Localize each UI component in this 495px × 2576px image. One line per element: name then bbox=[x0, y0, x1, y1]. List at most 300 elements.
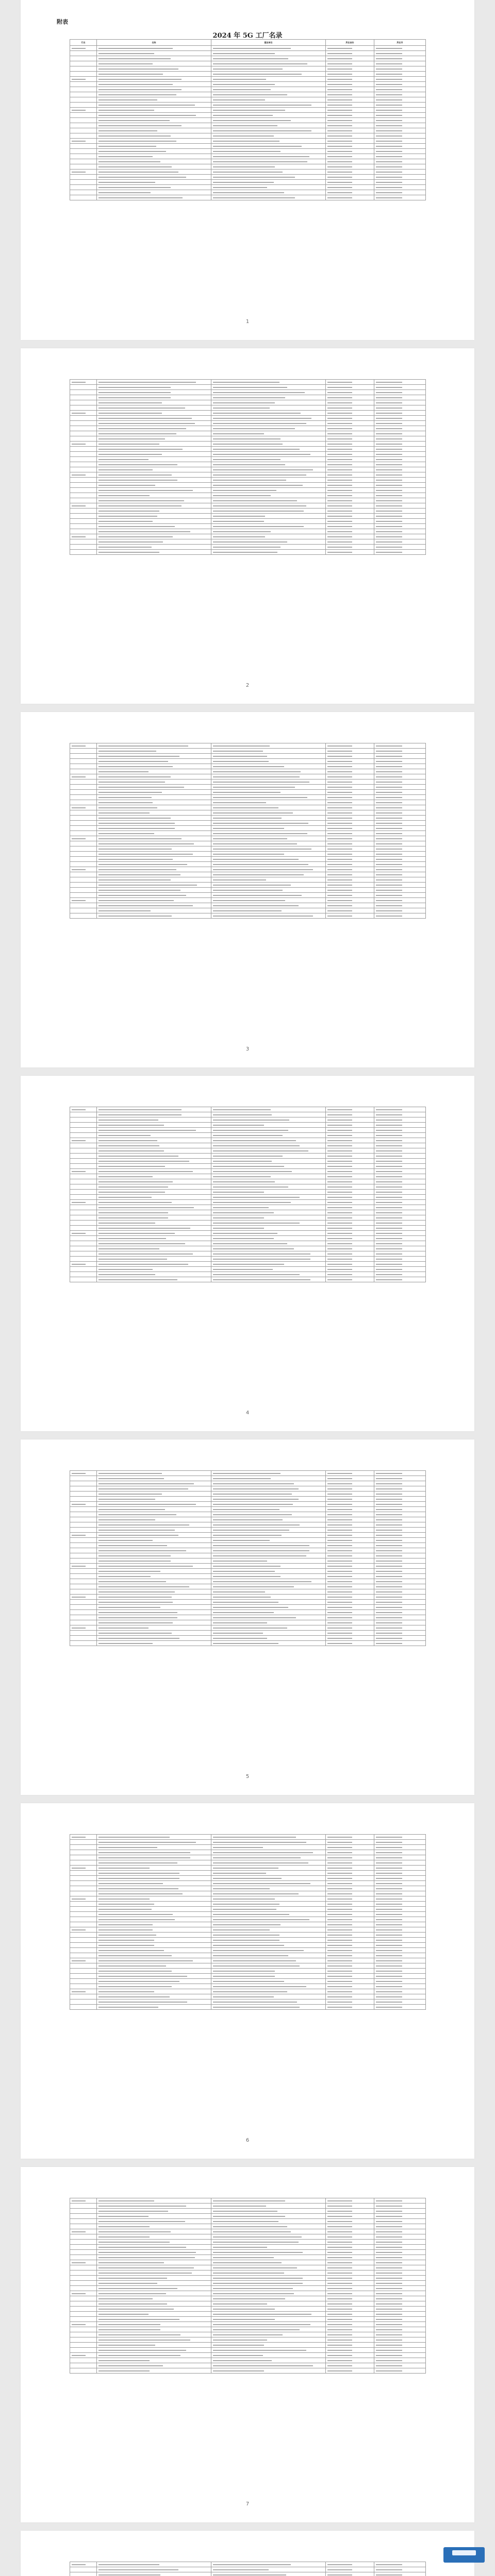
factory-list-table bbox=[70, 1834, 426, 2010]
illegible-text-line bbox=[376, 1873, 402, 1874]
table-row bbox=[70, 1979, 426, 1984]
illegible-text-line bbox=[213, 787, 295, 788]
illegible-text-line bbox=[213, 1981, 284, 1982]
illegible-text-line bbox=[72, 2564, 86, 2565]
table-row bbox=[70, 1579, 426, 1584]
table-row bbox=[70, 539, 426, 545]
illegible-text-line bbox=[327, 1243, 352, 1244]
illegible-text-line bbox=[98, 2355, 180, 2356]
illegible-text-line bbox=[376, 854, 402, 855]
illegible-text-line bbox=[376, 1996, 402, 1997]
illegible-text-line bbox=[327, 1269, 352, 1270]
illegible-text-line bbox=[98, 1217, 168, 1218]
illegible-text-line bbox=[98, 807, 157, 808]
illegible-text-line bbox=[98, 2340, 190, 2341]
illegible-text-line bbox=[72, 1233, 86, 1234]
illegible-text-line bbox=[327, 1192, 352, 1193]
illegible-text-line bbox=[327, 552, 352, 553]
table-row bbox=[70, 831, 426, 836]
illegible-text-line bbox=[327, 1986, 352, 1987]
table-row bbox=[70, 1845, 426, 1850]
illegible-text-line bbox=[213, 1535, 282, 1536]
illegible-text-line bbox=[376, 1279, 402, 1280]
table-row bbox=[70, 1631, 426, 1636]
illegible-text-line bbox=[213, 1904, 279, 1905]
table-row bbox=[70, 2567, 426, 2572]
illegible-text-line bbox=[327, 2002, 352, 2003]
illegible-text-line bbox=[327, 1955, 352, 1956]
illegible-text-line bbox=[376, 53, 402, 54]
illegible-text-line bbox=[98, 1919, 175, 1920]
illegible-text-line bbox=[213, 141, 279, 142]
factory-list-table bbox=[70, 743, 426, 919]
table-row bbox=[70, 457, 426, 462]
illegible-text-line bbox=[213, 2257, 274, 2258]
illegible-text-line bbox=[98, 135, 171, 137]
illegible-text-line bbox=[376, 1960, 402, 1961]
table-row bbox=[70, 1471, 426, 1476]
illegible-text-line bbox=[98, 1852, 190, 1853]
illegible-text-line bbox=[213, 1540, 270, 1541]
illegible-text-line bbox=[376, 1145, 402, 1146]
table-row bbox=[70, 1600, 426, 1605]
table-row bbox=[70, 1871, 426, 1876]
table-row bbox=[70, 908, 426, 913]
illegible-text-line bbox=[98, 756, 179, 757]
illegible-text-line bbox=[213, 505, 306, 506]
illegible-text-line bbox=[213, 516, 265, 517]
illegible-text-line bbox=[72, 869, 86, 870]
table-row bbox=[70, 2562, 426, 2567]
table-row bbox=[70, 1533, 426, 1538]
illegible-text-line bbox=[327, 1914, 352, 1915]
illegible-text-line bbox=[376, 115, 402, 116]
illegible-text-line bbox=[327, 1561, 352, 1562]
illegible-text-line bbox=[376, 2288, 402, 2289]
illegible-text-line bbox=[213, 500, 297, 501]
illegible-text-line bbox=[327, 418, 352, 419]
illegible-text-line bbox=[98, 2298, 153, 2299]
illegible-text-line bbox=[327, 2226, 352, 2227]
illegible-text-line bbox=[376, 547, 402, 548]
illegible-text-line bbox=[327, 480, 352, 481]
illegible-text-line bbox=[213, 1212, 274, 1213]
illegible-text-line bbox=[98, 838, 182, 839]
table-row bbox=[70, 390, 426, 395]
illegible-text-line bbox=[98, 1586, 189, 1587]
illegible-text-line bbox=[213, 1264, 284, 1265]
table-row bbox=[70, 2327, 426, 2332]
illegible-text-line bbox=[213, 408, 270, 409]
illegible-text-line bbox=[376, 1176, 402, 1177]
illegible-text-line bbox=[213, 1914, 289, 1915]
illegible-text-line bbox=[376, 2252, 402, 2253]
illegible-text-line bbox=[213, 2355, 263, 2356]
table-row bbox=[70, 1190, 426, 1195]
table-row bbox=[70, 1835, 426, 1840]
illegible-text-line bbox=[376, 444, 402, 445]
illegible-text-line bbox=[213, 2221, 278, 2222]
table-row bbox=[70, 190, 426, 195]
illegible-text-line bbox=[98, 751, 156, 752]
table-row bbox=[70, 1246, 426, 1251]
table-row bbox=[70, 452, 426, 457]
table-row bbox=[70, 2353, 426, 2358]
table-row bbox=[70, 1860, 426, 1866]
illegible-text-line bbox=[327, 869, 352, 870]
illegible-text-line bbox=[213, 1950, 304, 1951]
illegible-text-line bbox=[98, 1535, 178, 1536]
table-row bbox=[70, 472, 426, 478]
table-row bbox=[70, 1133, 426, 1138]
table-row bbox=[70, 913, 426, 919]
illegible-text-line bbox=[98, 1269, 153, 1270]
illegible-text-line bbox=[327, 2314, 352, 2315]
illegible-text-line bbox=[327, 2211, 352, 2212]
illegible-text-line bbox=[98, 1279, 177, 1280]
illegible-text-line bbox=[376, 1207, 402, 1208]
illegible-text-line bbox=[213, 833, 307, 834]
illegible-text-line bbox=[98, 1519, 155, 1520]
illegible-text-line bbox=[376, 1633, 402, 1634]
illegible-text-line bbox=[213, 526, 304, 527]
illegible-text-line bbox=[98, 413, 162, 414]
table-row bbox=[70, 1128, 426, 1133]
illegible-text-line bbox=[98, 480, 177, 481]
illegible-text-line bbox=[327, 1996, 352, 1997]
table-row bbox=[70, 1605, 426, 1610]
illegible-text-line bbox=[327, 423, 352, 424]
table-row bbox=[70, 2260, 426, 2265]
table-row bbox=[70, 1205, 426, 1210]
illegible-text-line bbox=[213, 511, 304, 512]
illegible-text-line bbox=[98, 474, 172, 476]
illegible-text-line bbox=[376, 1238, 402, 1239]
illegible-text-line bbox=[213, 1483, 294, 1484]
illegible-text-line bbox=[98, 1109, 182, 1110]
illegible-text-line bbox=[213, 1217, 264, 1218]
table-row bbox=[70, 1553, 426, 1558]
illegible-text-line bbox=[376, 1888, 402, 1889]
illegible-text-line bbox=[327, 1488, 352, 1489]
illegible-text-line bbox=[213, 1197, 300, 1198]
illegible-text-line bbox=[327, 1971, 352, 1972]
illegible-text-line bbox=[376, 838, 402, 839]
illegible-text-line bbox=[213, 2007, 300, 2008]
illegible-text-line bbox=[376, 89, 402, 90]
illegible-text-line bbox=[213, 1597, 271, 1598]
illegible-text-line bbox=[98, 1950, 164, 1951]
illegible-text-line bbox=[327, 2252, 352, 2253]
illegible-text-line bbox=[213, 1478, 271, 1479]
table-row bbox=[70, 1855, 426, 1860]
illegible-text-line bbox=[327, 2267, 352, 2268]
illegible-text-line bbox=[213, 469, 313, 470]
illegible-text-line bbox=[327, 1259, 352, 1260]
table-row bbox=[70, 46, 426, 51]
illegible-text-line bbox=[213, 2231, 291, 2232]
table-row bbox=[70, 1138, 426, 1143]
column-header: 名称 bbox=[97, 40, 211, 46]
illegible-text-line bbox=[98, 1473, 162, 1474]
illegible-text-line bbox=[327, 2231, 352, 2232]
table-row bbox=[70, 2281, 426, 2286]
illegible-text-line bbox=[376, 900, 402, 901]
illegible-text-line bbox=[98, 1842, 196, 1843]
illegible-text-line bbox=[98, 2288, 177, 2289]
illegible-text-line bbox=[376, 69, 402, 70]
illegible-text-line bbox=[376, 464, 402, 465]
illegible-text-line bbox=[327, 1919, 352, 1920]
illegible-text-line bbox=[327, 110, 352, 111]
illegible-text-line bbox=[376, 869, 402, 870]
illegible-text-line bbox=[327, 1509, 352, 1510]
factory-list-table bbox=[70, 1470, 426, 1646]
table-row bbox=[70, 1994, 426, 1999]
illegible-text-line bbox=[327, 166, 352, 167]
factory-list-table bbox=[70, 1107, 426, 1282]
illegible-text-line bbox=[98, 879, 171, 880]
table-row bbox=[70, 431, 426, 436]
illegible-text-line bbox=[72, 1899, 86, 1900]
illegible-text-line bbox=[213, 172, 283, 173]
illegible-text-line bbox=[213, 156, 309, 157]
illegible-text-line bbox=[376, 1909, 402, 1910]
illegible-text-line bbox=[213, 1176, 271, 1177]
illegible-text-line bbox=[327, 1187, 352, 1188]
illegible-text-line bbox=[376, 1166, 402, 1167]
illegible-text-line bbox=[376, 2211, 402, 2212]
illegible-text-line bbox=[98, 2206, 186, 2207]
illegible-text-line bbox=[327, 84, 352, 85]
illegible-text-line bbox=[98, 1145, 159, 1146]
illegible-text-line bbox=[327, 172, 352, 173]
table-row bbox=[70, 1215, 426, 1221]
illegible-text-line bbox=[98, 1893, 183, 1894]
illegible-text-line bbox=[98, 459, 148, 460]
table-row bbox=[70, 898, 426, 903]
illegible-text-line bbox=[327, 2278, 352, 2279]
illegible-text-line bbox=[376, 490, 402, 491]
illegible-text-line bbox=[376, 1125, 402, 1126]
illegible-text-line bbox=[327, 751, 352, 752]
illegible-text-line bbox=[213, 1192, 264, 1193]
illegible-text-line bbox=[213, 910, 282, 911]
illegible-text-line bbox=[376, 2303, 402, 2304]
illegible-text-line bbox=[376, 1269, 402, 1270]
illegible-text-line bbox=[376, 63, 402, 64]
column-header: 行业 bbox=[70, 40, 97, 46]
illegible-text-line bbox=[376, 1643, 402, 1644]
illegible-text-line bbox=[213, 177, 295, 178]
illegible-text-line bbox=[327, 1125, 352, 1126]
illegible-text-line bbox=[98, 2283, 157, 2284]
table-row bbox=[70, 1615, 426, 1620]
illegible-text-line bbox=[327, 843, 352, 844]
illegible-text-line bbox=[327, 187, 352, 188]
illegible-text-line bbox=[213, 2267, 297, 2268]
illegible-text-line bbox=[98, 1955, 172, 1956]
illegible-text-line bbox=[327, 1161, 352, 1162]
illegible-text-line bbox=[376, 449, 402, 450]
illegible-text-line bbox=[376, 1243, 402, 1244]
illegible-text-line bbox=[213, 2293, 294, 2294]
illegible-text-line bbox=[98, 2370, 150, 2371]
illegible-text-line bbox=[98, 505, 182, 506]
illegible-text-line bbox=[213, 776, 300, 777]
illegible-text-line bbox=[98, 1617, 177, 1618]
illegible-text-line bbox=[213, 1622, 267, 1623]
illegible-text-line bbox=[213, 58, 288, 59]
illegible-text-line bbox=[327, 864, 352, 865]
illegible-text-line bbox=[213, 905, 299, 906]
illegible-text-line bbox=[98, 521, 153, 522]
illegible-text-line bbox=[213, 838, 287, 839]
illegible-text-line bbox=[376, 1591, 402, 1592]
illegible-text-line bbox=[376, 397, 402, 398]
illegible-text-line bbox=[376, 2007, 402, 2008]
illegible-text-line bbox=[98, 500, 184, 501]
illegible-text-line bbox=[213, 792, 280, 793]
illegible-text-line bbox=[327, 2262, 352, 2263]
illegible-text-line bbox=[213, 1555, 306, 1556]
illegible-text-line bbox=[213, 756, 267, 757]
table-row bbox=[70, 785, 426, 790]
illegible-text-line bbox=[213, 84, 275, 85]
illegible-text-line bbox=[98, 464, 177, 465]
illegible-text-line bbox=[213, 1857, 301, 1858]
illegible-text-line bbox=[213, 2350, 306, 2351]
table-row bbox=[70, 1948, 426, 1953]
illegible-text-line bbox=[213, 480, 286, 481]
illegible-text-line bbox=[213, 1253, 310, 1255]
illegible-text-line bbox=[98, 2002, 187, 2003]
illegible-text-line bbox=[327, 397, 352, 398]
illegible-text-line bbox=[376, 1228, 402, 1229]
illegible-text-line bbox=[327, 547, 352, 548]
illegible-text-line bbox=[327, 890, 352, 891]
illegible-text-line bbox=[327, 1883, 352, 1884]
table-row bbox=[70, 1210, 426, 1215]
illegible-text-line bbox=[98, 916, 172, 917]
illegible-text-line bbox=[376, 402, 402, 403]
illegible-text-line bbox=[376, 2221, 402, 2222]
illegible-text-line bbox=[213, 531, 271, 532]
illegible-text-line bbox=[327, 2309, 352, 2310]
illegible-text-line bbox=[213, 2206, 266, 2207]
table-row bbox=[70, 1179, 426, 1184]
illegible-text-line bbox=[98, 2267, 194, 2268]
illegible-text-line bbox=[213, 135, 274, 137]
illegible-text-line bbox=[376, 1264, 402, 1265]
illegible-text-line bbox=[327, 1473, 352, 1474]
illegible-text-line bbox=[327, 900, 352, 901]
illegible-text-line bbox=[327, 807, 352, 808]
illegible-text-line bbox=[376, 859, 402, 860]
illegible-text-line bbox=[98, 1888, 178, 1889]
illegible-text-line bbox=[98, 1176, 153, 1177]
illegible-text-line bbox=[98, 105, 195, 106]
illegible-text-line bbox=[98, 1514, 176, 1515]
illegible-text-line bbox=[213, 1976, 275, 1977]
table-row bbox=[70, 1984, 426, 1989]
table-row bbox=[70, 754, 426, 759]
illegible-text-line bbox=[376, 1161, 402, 1162]
table-row bbox=[70, 1159, 426, 1164]
illegible-text-line bbox=[98, 792, 162, 793]
illegible-text-line bbox=[213, 2262, 282, 2263]
page-number: 4 bbox=[245, 1410, 250, 1416]
illegible-text-line bbox=[376, 505, 402, 506]
illegible-text-line bbox=[98, 1156, 178, 1157]
illegible-text-line bbox=[213, 495, 271, 496]
illegible-text-line bbox=[72, 79, 86, 80]
table-row bbox=[70, 87, 426, 92]
table-row bbox=[70, 826, 426, 831]
illegible-text-line bbox=[213, 1617, 296, 1618]
illegible-text-line bbox=[376, 2574, 402, 2575]
table-row bbox=[70, 1241, 426, 1246]
table-row bbox=[70, 2307, 426, 2312]
illegible-text-line bbox=[213, 766, 284, 767]
illegible-text-line bbox=[327, 1960, 352, 1961]
illegible-text-line bbox=[72, 48, 86, 49]
illegible-text-line bbox=[327, 1494, 352, 1495]
illegible-text-line bbox=[213, 197, 295, 198]
illegible-text-line bbox=[213, 423, 306, 424]
site-watermark-logo bbox=[443, 2547, 485, 2563]
table-row bbox=[70, 1117, 426, 1123]
illegible-text-line bbox=[72, 2262, 86, 2263]
illegible-text-line bbox=[213, 802, 266, 803]
illegible-text-line bbox=[98, 146, 156, 147]
table-row bbox=[70, 545, 426, 550]
table-row bbox=[70, 1226, 426, 1231]
illegible-text-line bbox=[213, 864, 308, 865]
illegible-text-line bbox=[327, 1571, 352, 1572]
table-row bbox=[70, 1574, 426, 1579]
illegible-text-line bbox=[213, 474, 306, 476]
table-row bbox=[70, 2219, 426, 2224]
illegible-text-line bbox=[213, 444, 283, 445]
illegible-text-line bbox=[213, 859, 299, 860]
illegible-text-line bbox=[72, 141, 86, 142]
table-row bbox=[70, 1502, 426, 1507]
table-row bbox=[70, 1272, 426, 1277]
illegible-text-line bbox=[213, 1243, 287, 1244]
illegible-text-line bbox=[98, 854, 193, 855]
illegible-text-line bbox=[327, 2216, 352, 2217]
illegible-text-line bbox=[376, 823, 402, 824]
illegible-text-line bbox=[213, 146, 302, 147]
illegible-text-line bbox=[98, 531, 190, 532]
table-row bbox=[70, 1963, 426, 1969]
illegible-text-line bbox=[98, 2236, 150, 2238]
table-row bbox=[70, 1476, 426, 1481]
illegible-text-line bbox=[327, 1878, 352, 1879]
illegible-text-line bbox=[327, 2206, 352, 2207]
table-row bbox=[70, 1933, 426, 1938]
table-row bbox=[70, 92, 426, 97]
illegible-text-line bbox=[327, 1145, 352, 1146]
illegible-text-line bbox=[213, 1847, 263, 1848]
table-row bbox=[70, 1200, 426, 1205]
illegible-text-line bbox=[376, 910, 402, 911]
illegible-text-line bbox=[98, 2319, 179, 2320]
illegible-text-line bbox=[327, 89, 352, 90]
table-row bbox=[70, 1625, 426, 1631]
table-row bbox=[70, 2224, 426, 2229]
